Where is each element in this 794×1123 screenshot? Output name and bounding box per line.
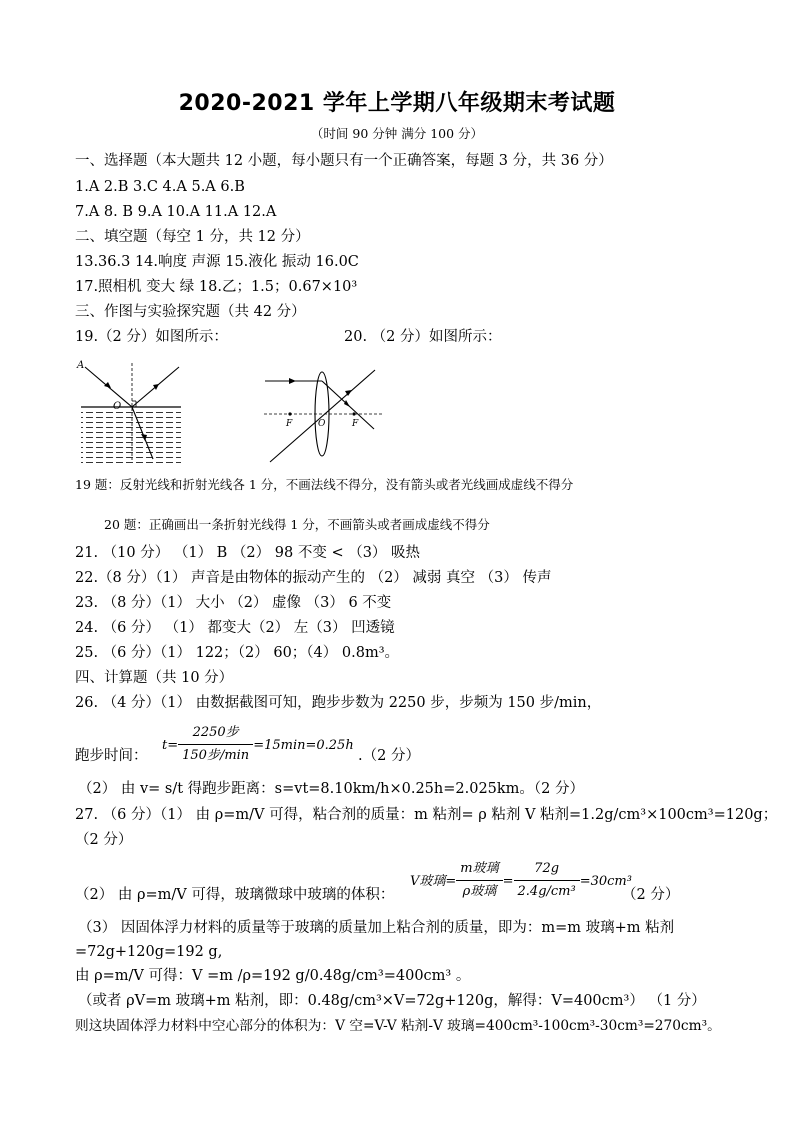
q27-fraction-2-denominator: 2.4g/cm³: [517, 884, 576, 899]
focus-label-left: F: [286, 419, 293, 429]
fig19-label-o: O: [113, 401, 122, 412]
q27-fraction-2: [514, 860, 580, 901]
q24-answer: 24. （6 分） （1） 都变大（2） 左（3） 凹透镜: [75, 620, 395, 636]
answer-row: 1.A 2.B 3.C 4.A 5.A 6.B: [75, 179, 245, 195]
q27-formula-rhs: =30cm³: [579, 873, 632, 889]
q20-note: 20 题：正确画出一条折射光线得 1 分，不画箭头或者画成虚线不得分: [104, 517, 490, 532]
answer-row: 13.36.3 14.响度 声源 15.液化 振动 16.0C: [75, 254, 359, 270]
q27-formula-lhs: V玻璃=: [410, 873, 457, 889]
section3-heading: 三、作图与实验探究题（共 42 分）: [75, 304, 306, 320]
page-title: 2020-2021 学年上学期八年级期末考试题: [178, 91, 616, 116]
q19-label: 19.（2 分）如图所示：: [75, 329, 228, 345]
q26-formula: [162, 724, 354, 765]
q26-line1: 26. （4 分）（1） 由数据截图可知，跑步步数为 2250 步，步频为 150 步/min，: [75, 695, 602, 711]
q20-label: 20. （2 分）如图所示：: [344, 329, 502, 345]
q26-formula-lhs: t=: [162, 737, 179, 753]
q26-points: .（2 分）: [358, 748, 420, 764]
q21-answer: 21. （10 分） （1） B （2） 98 不变 < （3） 吸热: [75, 545, 421, 561]
q27-line2: （2） 由 ρ=m/V 可得，玻璃微球中玻璃的体积：: [75, 887, 395, 903]
q27-line4: =72g+120g=192 g,: [75, 944, 223, 960]
q26-fraction-numerator: 2250步: [178, 724, 253, 745]
water-surface: [81, 408, 181, 463]
q27-points2: （2 分）: [622, 887, 680, 903]
answer-row: 7.A 8. B 9.A 10.A 11.A 12.A: [75, 204, 277, 220]
q27-fraction-1-numerator: m玻璃: [456, 860, 502, 881]
q27-fraction-2-numerator: 72g: [514, 860, 580, 881]
q26-fraction-denominator: 150步/min: [182, 748, 250, 763]
q27-line7: 则这块固体浮力材料中空心部分的体积为：V 空=V-V 粘剂-V 玻璃=400cm³-100cm³-30cm³=270cm³。: [75, 1018, 721, 1034]
q26-time-label: 跑步时间：: [75, 748, 148, 764]
q27-line5: 由 ρ=m/V 可得：V =m /ρ=192 g/0.48g/cm³=400cm³ 。: [75, 968, 471, 984]
q25-answer: 25. （6 分）（1） 122；（2） 60；（4） 0.8m³。: [75, 645, 400, 661]
q27-line6: （或者 ρV=m 玻璃+m 粘剂，即：0.48g/cm³×V=72g+120g，解得：V=400cm³） （1 分）: [78, 993, 706, 1009]
q27-fraction-1-denominator: ρ玻璃: [462, 884, 497, 899]
page-subtitle: （时间 90 分钟 满分 100 分）: [310, 126, 484, 141]
q26-fraction: [178, 724, 253, 765]
q26-line2: （2） 由 v= s/t 得跑步距离：s=vt=8.10km/h×0.25h=2.025km。（2 分）: [78, 781, 585, 797]
q23-answer: 23. （8 分）（1） 大小 （2） 虚像 （3） 6 不变: [75, 595, 392, 611]
q27-line3: （3） 因固体浮力材料的质量等于玻璃的质量加上粘合剂的质量，即为：m=m 玻璃+m 粘剂: [78, 920, 675, 936]
q22-answer: 22.（8 分）（1） 声音是由物体的振动产生的 （2） 减弱 真空 （3） 传声: [75, 570, 552, 586]
q26-formula-rhs: =15min=0.25h: [253, 737, 354, 753]
q27-formula: V玻璃= $\frac{\text{m玻璃}}{\text{ρ玻璃}}$ = $\frac{72g}{\text{2.4g/cm³}}$ =30cm³: [410, 861, 632, 899]
figure-19-reflection-diagram: [75, 355, 195, 465]
section1-heading: 一、选择题（本大题共 12 小题，每小题只有一个正确答案，每题 3 分，共 36 分）: [75, 153, 613, 169]
figure-20-lens-diagram: [262, 367, 387, 467]
q27-line1: 27. （6 分）（1） 由 ρ=m/V 可得，粘合剂的质量：m 粘剂= ρ 粘剂 V 粘剂=1.2g/cm³×100cm³=120g；: [75, 807, 778, 823]
fig19-label-a: A: [77, 360, 85, 371]
q27-points1: （2 分）: [75, 832, 133, 848]
q27-fraction-1: [456, 860, 502, 901]
answer-row: 17.照相机 变大 绿 18.乙；1.5；0.67×10³: [75, 279, 358, 295]
lens-center-label: O: [318, 419, 326, 429]
section4-heading: 四、计算题（共 10 分）: [75, 670, 234, 686]
section2-heading: 二、填空题（每空 1 分，共 12 分）: [75, 229, 310, 245]
q19-note: 19 题：反射光线和折射光线各 1 分，不画法线不得分，没有箭头或者光线画成虚线不得分: [75, 477, 574, 492]
focus-label-right: F: [352, 419, 359, 429]
